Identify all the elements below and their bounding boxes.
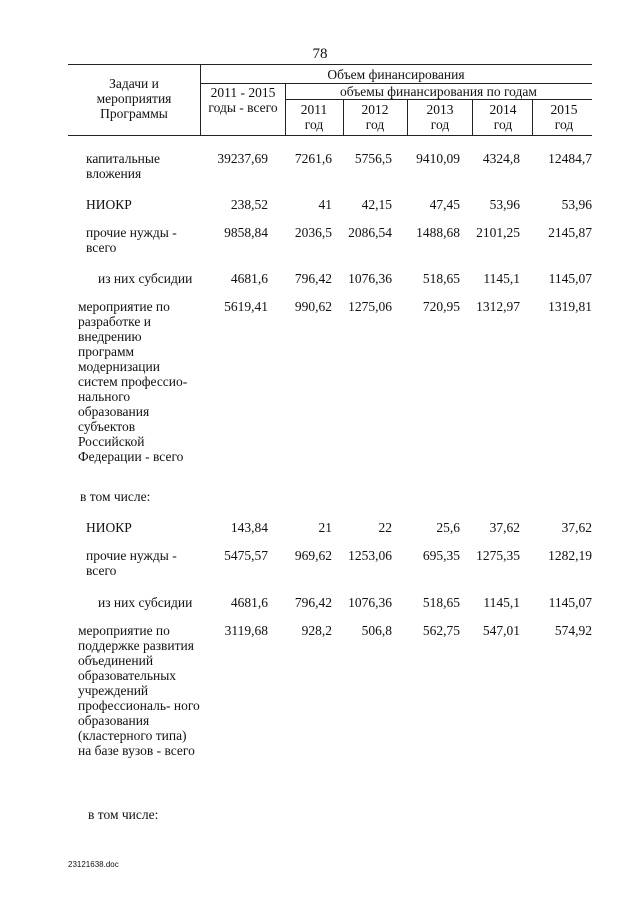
value-2012: 506,8: [361, 623, 392, 638]
value-2014: 4324,8: [482, 151, 520, 166]
value-2013: 9410,09: [416, 151, 460, 166]
value-2015: 2145,87: [548, 225, 592, 240]
value-2012: 22: [378, 520, 392, 535]
value-total: 4681,6: [230, 271, 268, 286]
row-label: капитальные вложения: [86, 151, 160, 181]
header-bottom-line: [68, 135, 592, 136]
value-2011: 990,62: [294, 299, 332, 314]
value-2015: 1145,07: [548, 595, 592, 610]
value-2015: 53,96: [561, 197, 592, 212]
value-total: 143,84: [230, 520, 268, 535]
row-label: НИОКР: [86, 520, 132, 535]
header-top-line: [68, 64, 592, 65]
value-total: 4681,6: [230, 595, 268, 610]
value-2014: 547,01: [482, 623, 520, 638]
value-2013: 720,95: [422, 299, 460, 314]
value-2012: 1275,06: [348, 299, 392, 314]
value-2012: 1076,36: [348, 595, 392, 610]
value-total: 9858,84: [224, 225, 268, 240]
value-2011: 7261,6: [294, 151, 332, 166]
value-2012: 2086,54: [348, 225, 392, 240]
header-years-line: [285, 99, 592, 100]
value-2015: 37,62: [561, 520, 592, 535]
value-2013: 47,45: [429, 197, 460, 212]
header-year-2013: 2013 год: [426, 102, 454, 132]
value-2015: 1319,81: [548, 299, 592, 314]
header-tasks: Задачи и мероприятия Программы: [96, 76, 172, 121]
value-2014: 1145,1: [483, 271, 520, 286]
row-label: прочие нужды - всего: [86, 548, 177, 578]
value-2015: 1282,19: [548, 548, 592, 563]
value-total: 3119,68: [224, 623, 268, 638]
value-2015: 1145,07: [548, 271, 592, 286]
value-2013: 1488,68: [416, 225, 460, 240]
row-label: в том числе:: [80, 489, 151, 504]
row-label: из них субсидии: [98, 595, 193, 610]
value-2014: 2101,25: [476, 225, 520, 240]
footer-filename: 23121638.doc: [68, 860, 119, 869]
header-by-years: объемы финансирования по годам: [340, 84, 537, 99]
value-2013: 518,65: [422, 595, 460, 610]
value-2011: 796,42: [294, 271, 332, 286]
value-2015: 574,92: [554, 623, 592, 638]
value-2011: 928,2: [301, 623, 332, 638]
header-vline-5: [472, 99, 473, 135]
header-year-2014: 2014 год: [489, 102, 517, 132]
value-total: 5619,41: [224, 299, 268, 314]
header-vline-4: [407, 99, 408, 135]
value-2013: 518,65: [422, 271, 460, 286]
value-total: 238,52: [230, 197, 268, 212]
value-2011: 41: [318, 197, 332, 212]
row-label: НИОКР: [86, 197, 132, 212]
row-label: из них субсидии: [98, 271, 193, 286]
row-label: мероприятие по разработке и внедрению программ модернизации систем профессио- нального образования субъектов Российской Федерации - всего: [78, 299, 188, 464]
row-label: прочие нужды - всего: [86, 225, 177, 255]
value-2013: 695,35: [422, 548, 460, 563]
value-2012: 1253,06: [348, 548, 392, 563]
value-2014: 53,96: [489, 197, 520, 212]
row-label: мероприятие по поддержке развития объединений образовательных учреждений профессиональ- ного образования (кластерного типа) на базе вузов - всего: [78, 623, 200, 758]
value-total: 39237,69: [217, 151, 268, 166]
header-year-2011: 2011 год: [300, 102, 328, 132]
header-total: 2011 - 2015 годы - всего: [208, 85, 278, 115]
value-2014: 37,62: [489, 520, 520, 535]
header-year-2012: 2012 год: [361, 102, 389, 132]
page-number: 78: [312, 46, 328, 62]
value-2011: 21: [318, 520, 332, 535]
row-label: в том числе:: [88, 807, 159, 822]
header-vline-3: [343, 99, 344, 135]
value-2013: 25,6: [436, 520, 460, 535]
value-2014: 1312,97: [476, 299, 520, 314]
header-vline-6: [532, 99, 533, 135]
value-2012: 1076,36: [348, 271, 392, 286]
value-2013: 562,75: [422, 623, 460, 638]
value-2012: 5756,5: [354, 151, 392, 166]
value-2011: 2036,5: [294, 225, 332, 240]
header-year-2015: 2015 год: [550, 102, 578, 132]
value-2015: 12484,7: [548, 151, 592, 166]
value-total: 5475,57: [224, 548, 268, 563]
value-2011: 796,42: [294, 595, 332, 610]
value-2014: 1145,1: [483, 595, 520, 610]
value-2012: 42,15: [361, 197, 392, 212]
table-header: [68, 64, 592, 136]
value-2014: 1275,35: [476, 548, 520, 563]
value-2011: 969,62: [294, 548, 332, 563]
header-funding: Объем финансирования: [327, 67, 465, 82]
